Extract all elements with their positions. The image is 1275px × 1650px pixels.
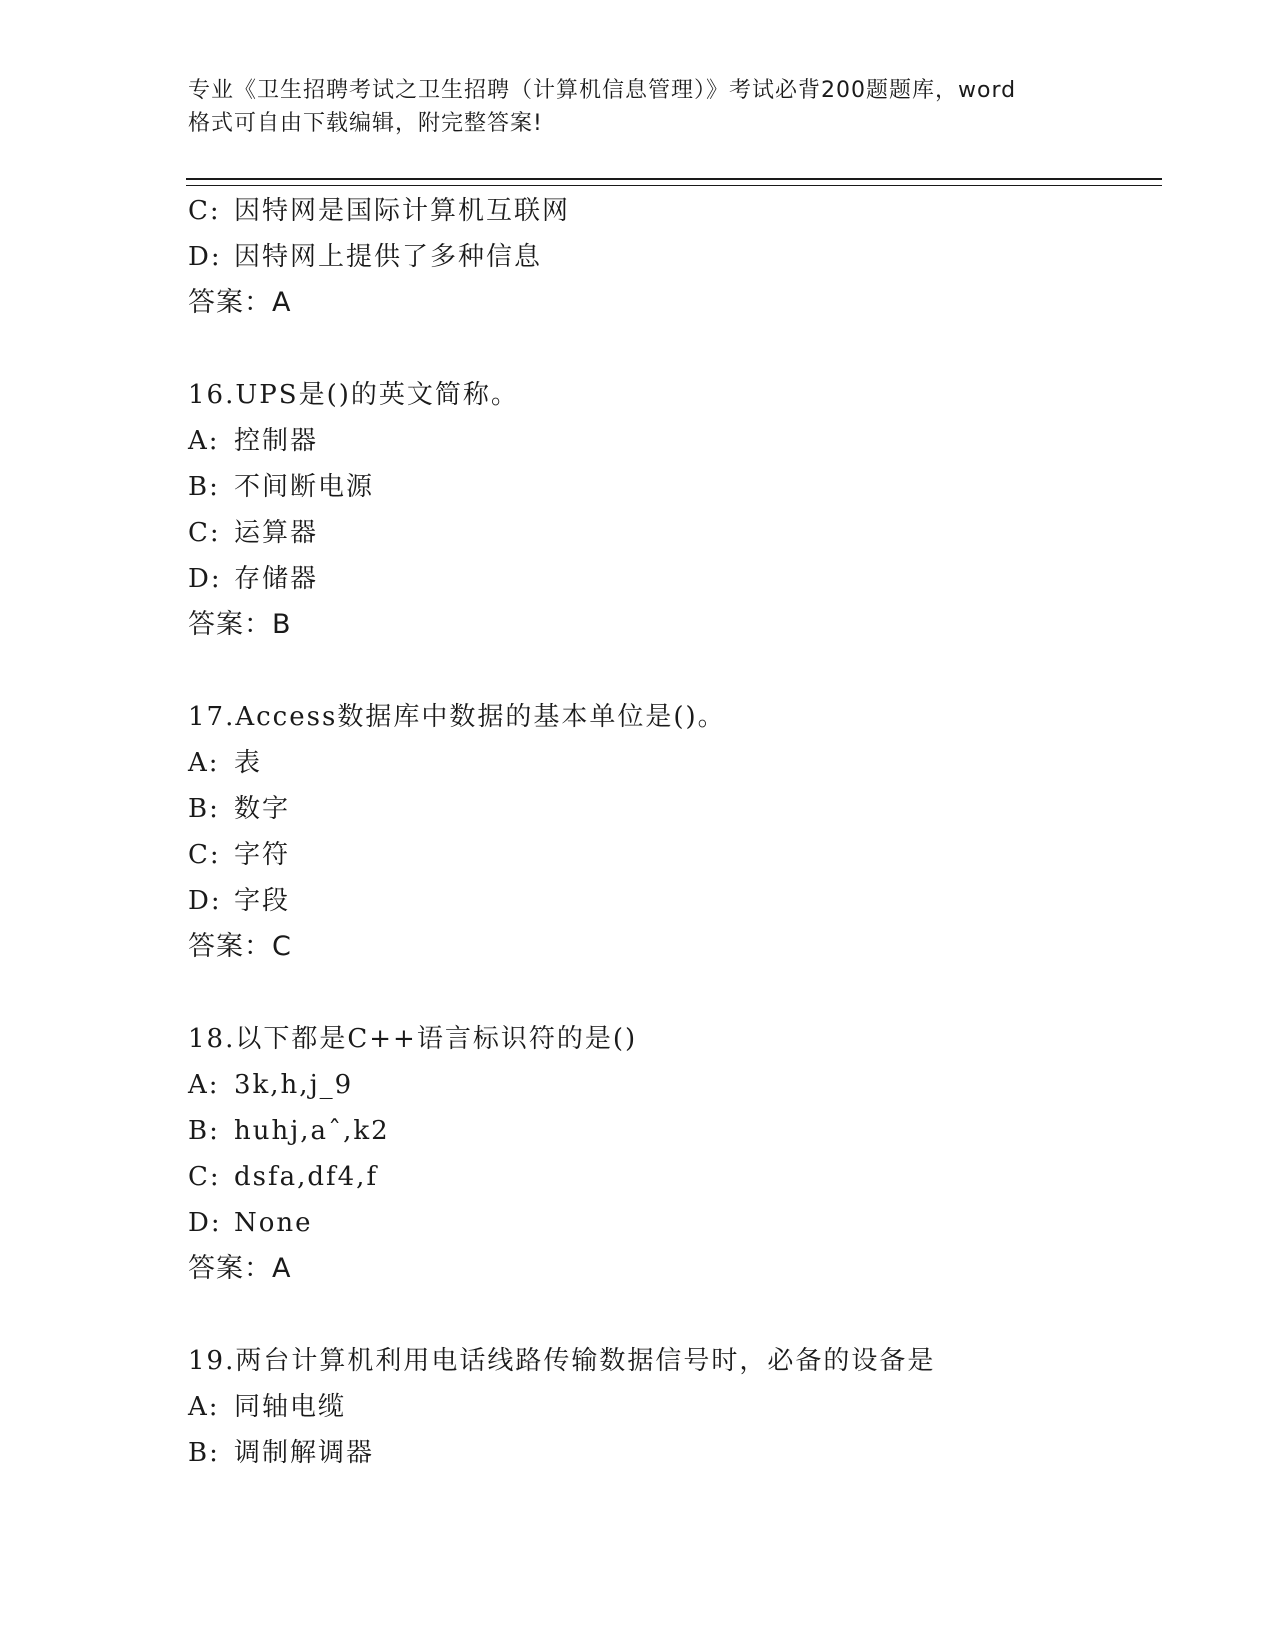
option-label: D: xyxy=(188,242,222,272)
question-stem: 19.两台计算机利用电话线路传输数据信号时，必备的设备是 xyxy=(188,1346,936,1376)
option-b xyxy=(188,786,1148,832)
question-stem: 17.Access数据库中数据的基本单位是()。 xyxy=(188,702,726,732)
option-b xyxy=(188,1108,1148,1154)
option-text: 数字 xyxy=(234,794,291,824)
option-label: B: xyxy=(188,472,220,502)
option-b xyxy=(188,1430,1148,1476)
option-label: A: xyxy=(188,748,220,778)
option-a xyxy=(188,1062,1148,1108)
option-text: 同轴电缆 xyxy=(234,1392,347,1422)
question-stem: 16.UPS是()的英文简称。 xyxy=(188,380,519,410)
option-text: None xyxy=(234,1208,313,1238)
option-text: 调制解调器 xyxy=(234,1438,375,1468)
option-label: B: xyxy=(188,1438,220,1468)
answer-line: 答案：A xyxy=(188,287,292,318)
question-list xyxy=(188,188,1148,1476)
option-text: 字符 xyxy=(234,840,291,870)
option-text: 因特网是国际计算机互联网 xyxy=(234,196,571,226)
option-c xyxy=(188,1154,1148,1200)
option-a xyxy=(188,740,1148,786)
option-label: A: xyxy=(188,426,220,456)
option-text: 表 xyxy=(234,748,263,778)
option-text: 字段 xyxy=(234,886,291,916)
option-d xyxy=(188,234,1148,280)
header-line-2: 格式可自由下载编辑，附完整答案! xyxy=(188,111,543,136)
option-a xyxy=(188,418,1148,464)
option-label: C: xyxy=(188,518,221,548)
option-label: C: xyxy=(188,1162,221,1192)
option-label: C: xyxy=(188,840,221,870)
option-label: A: xyxy=(188,1070,220,1100)
answer-line: 答案：B xyxy=(188,609,292,640)
option-c xyxy=(188,188,1148,234)
option-d xyxy=(188,878,1148,924)
option-text: 运算器 xyxy=(234,518,319,548)
option-label: D: xyxy=(188,886,222,916)
header-line-1: 专业《卫生招聘考试之卫生招聘（计算机信息管理）》考试必背200题题库，word xyxy=(188,78,1017,103)
option-label: B: xyxy=(188,794,220,824)
header-divider xyxy=(186,178,1162,186)
answer-line: 答案：A xyxy=(188,1253,292,1284)
answer-line: 答案：C xyxy=(188,931,292,962)
option-text: 因特网上提供了多种信息 xyxy=(234,242,543,272)
option-text: 不间断电源 xyxy=(234,472,375,502)
option-label: A: xyxy=(188,1392,220,1422)
option-label: C: xyxy=(188,196,221,226)
option-text: 3k,h,j_9 xyxy=(234,1070,354,1100)
option-d xyxy=(188,556,1148,602)
option-text: huhj,aˆ,k2 xyxy=(234,1116,390,1146)
question-stem: 18.以下都是C++语言标识符的是() xyxy=(188,1024,638,1054)
option-text: 存储器 xyxy=(234,564,319,594)
option-label: D: xyxy=(188,564,222,594)
option-a xyxy=(188,1384,1148,1430)
option-d xyxy=(188,1200,1148,1246)
option-c xyxy=(188,832,1148,878)
option-text: dsfa,df4,f xyxy=(234,1162,379,1192)
option-label: B: xyxy=(188,1116,220,1146)
document-header xyxy=(188,74,1088,140)
option-b xyxy=(188,464,1148,510)
option-text: 控制器 xyxy=(234,426,319,456)
option-label: D: xyxy=(188,1208,222,1238)
option-c xyxy=(188,510,1148,556)
